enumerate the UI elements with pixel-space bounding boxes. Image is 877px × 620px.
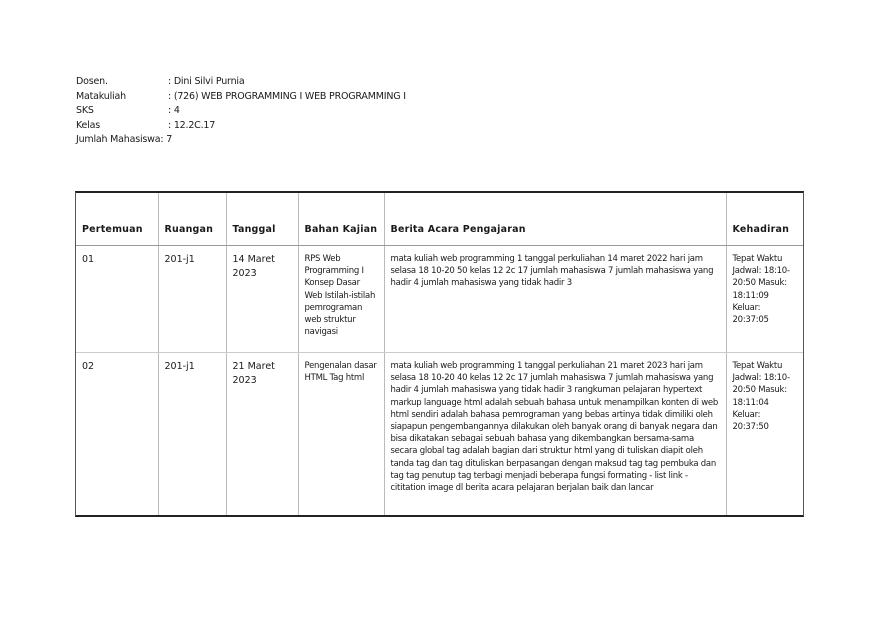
cell-berita-acara: mata kuliah web programming 1 tanggal perkuliahan 21 maret 2023 hari jam selasa 18 10-20 40 kelas 12 2c 17 jumlah mahasiswa 7 jumlah mahasiswa yang hadir 4 jumlah mahasiswa yang tidak hadir 3 rangkuman pelajaran hypertext markup language html adalah sebuah bahasa untuk menampilkan konten di web html sendiri adalah bahasa pemrograman yang bebas artinya tidak dimiliki oleh siapapun pengembangannya dilakukan oleh banyak orang di banyak negara dan bisa dikatakan sebagai sebuah bahasa yang dikembangkan bersama-sama secara global tag adalah bagian dari struktur html yang di tuliskan diapit oleh tanda tag dan tag dituliskan berpasangan dengan maksud tag tag pembuka dan tag tag penutup tag terbagi menjadi beberapa fungsi formating - list link - cititation image dl berita acara pelajaran berjalan baik dan lancar [384, 353, 726, 516]
table-row [76, 353, 803, 516]
table-row [76, 246, 803, 353]
cell-pertemuan: 02 [82, 361, 95, 372]
jumlah-value: : 7 [160, 134, 173, 145]
cell-berita-acara: mata kuliah web programming 1 tanggal perkuliahan 14 maret 2022 hari jam selasa 18 10-20 50 kelas 12 2c 17 jumlah mahasiswa 7 jumlah mahasiswa yang hadir 4 jumlah mahasiswa yang tidak hadir 3 [384, 246, 726, 353]
info-jumlah-row [76, 133, 406, 148]
info-dosen-row [76, 75, 406, 90]
cell-bahan-kajian: RPS Web Programming I Konsep Dasar Web Istilah-istilah pemrograman web struktur navigasi [298, 246, 384, 353]
jumlah-label: Jumlah Mahasiswa [76, 134, 161, 145]
dosen-label: Dosen. [76, 76, 108, 87]
attendance-table [76, 193, 803, 515]
cell-kehadiran: Tepat Waktu Jadwal: 18:10-20:50 Masuk: 18:11:04 Keluar: 20:37:50 [726, 353, 803, 516]
sks-value: : 4 [168, 105, 180, 116]
header-berita-acara: Berita Acara Pengajaran [384, 193, 726, 246]
cell-tanggal: 21 Maret 2023 [226, 353, 298, 516]
info-matakuliah-row [76, 90, 406, 105]
header-pertemuan: Pertemuan [76, 193, 158, 246]
matakuliah-label: Matakuliah [76, 90, 126, 102]
header-tanggal: Tanggal [226, 193, 298, 246]
cell-ruangan: 201-j1 [158, 246, 226, 353]
course-info [76, 75, 406, 148]
table-header-row [76, 193, 803, 246]
cell-tanggal: 14 Maret 2023 [226, 246, 298, 353]
cell-ruangan: 201-j1 [158, 353, 226, 516]
kelas-value: : 12.2C.17 [168, 119, 216, 131]
cell-kehadiran: Tepat Waktu Jadwal: 18:10-20:50 Masuk: 18:11:09 Keluar: 20:37:05 [726, 246, 803, 353]
attendance-table-wrapper [75, 191, 804, 517]
header-kehadiran: Kehadiran [726, 193, 803, 246]
header-bahan-kajian: Bahan Kajian [298, 193, 384, 246]
cell-pertemuan: 01 [76, 246, 158, 353]
dosen-value: : Dini Silvi Purnia [168, 76, 245, 87]
info-sks-row [76, 104, 406, 119]
info-kelas-row [76, 119, 406, 134]
matakuliah-value: : (726) WEB PROGRAMMING I WEB PROGRAMMING I [168, 90, 406, 102]
kelas-label: Kelas [76, 119, 101, 131]
header-ruangan: Ruangan [158, 193, 226, 246]
sks-label: SKS [76, 105, 94, 116]
cell-bahan-kajian: Pengenalan dasar HTML Tag html [298, 353, 384, 516]
